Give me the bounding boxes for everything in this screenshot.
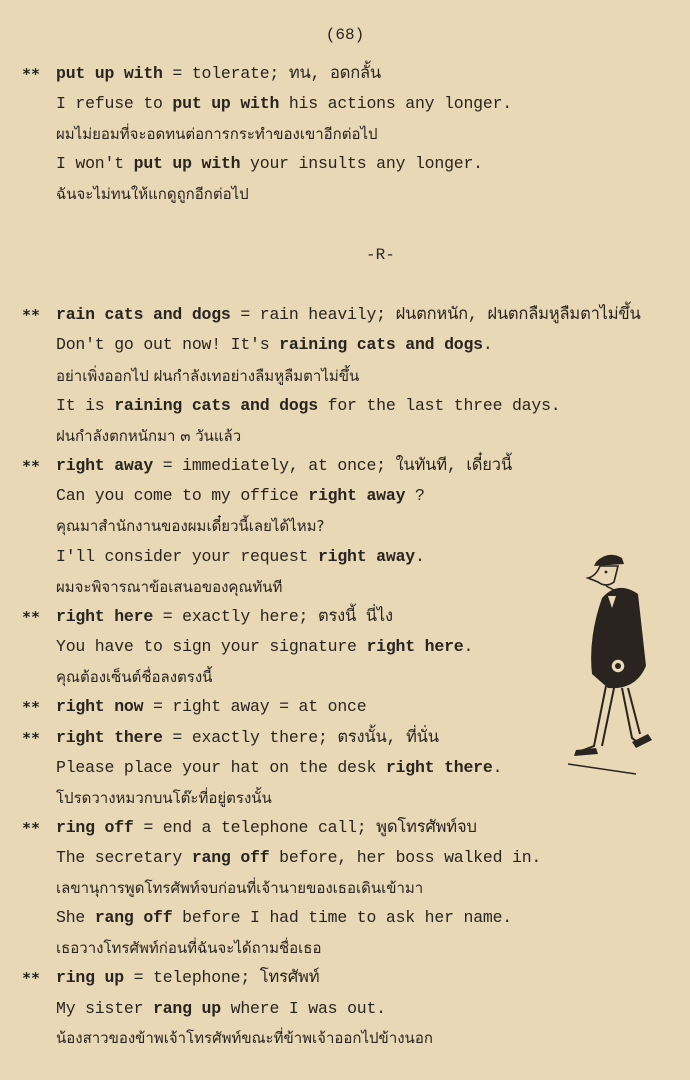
entry-marker: ** <box>22 969 41 987</box>
sentence-text: She <box>56 908 95 927</box>
man-walking-illustration <box>566 548 666 780</box>
sentence-text: โปรดวางหมวกบนโต๊ะที่อยู่ตรงนั้น <box>56 789 272 807</box>
example-sentence <box>56 908 512 928</box>
highlighted-idiom: right away <box>308 486 406 505</box>
sentence-text: your insults any longer. <box>240 154 483 173</box>
example-sentence <box>56 758 502 778</box>
thai-translation <box>56 878 423 898</box>
section-heading: -R- <box>366 246 395 264</box>
thai-translation <box>56 667 212 687</box>
highlighted-idiom: put up with <box>172 94 280 113</box>
idiom-term: put up with <box>56 64 163 83</box>
idiom-definition: = telephone; โทรศัพท์ <box>123 968 320 987</box>
highlighted-idiom: raining cats and dogs <box>279 335 483 354</box>
entry-headword-line <box>56 968 319 988</box>
highlighted-idiom: put up with <box>133 154 241 173</box>
sentence-text: before I had time to ask her name. <box>172 908 512 927</box>
sentence-text: . <box>492 758 503 777</box>
sentence-text: น้องสาวของข้าพเจ้าโทรศัพท์ขณะที่ข้าพเจ้าออกไปข้างนอก <box>56 1029 433 1047</box>
entry-marker: ** <box>22 729 41 747</box>
sentence-text: for the last three days. <box>317 396 561 415</box>
sentence-text: You have to sign your signature <box>56 637 367 656</box>
idiom-term: right away <box>56 456 154 475</box>
idiom-definition: = rain heavily; ฝนตกหนัก, ฝนตกลืมหูลืมตาไม่ขึ้น <box>230 305 641 324</box>
example-sentence <box>56 547 425 567</box>
sentence-text: It is <box>56 396 115 415</box>
idiom-term: rain cats and dogs <box>56 305 231 324</box>
sentence-text: คุณมาสำนักงานของผมเดี๋ยวนี้เลยได้ไหม? <box>56 517 325 535</box>
sentence-text: Don't go out now! It's <box>56 335 280 354</box>
sentence-text: My sister <box>56 999 154 1018</box>
entry-marker: ** <box>22 65 41 83</box>
thai-translation <box>56 516 324 536</box>
sentence-text: I'll consider your request <box>56 547 318 566</box>
idiom-term: ring off <box>56 818 134 837</box>
idiom-definition: = right away = at once <box>143 697 367 716</box>
sentence-text: his actions any longer. <box>279 94 512 113</box>
idiom-term: ring up <box>56 968 124 987</box>
entry-headword-line <box>56 456 512 476</box>
idiom-definition: = exactly here; ตรงนี้ นี่ไง <box>153 607 393 626</box>
thai-translation <box>56 1028 433 1048</box>
sentence-text: เธอวางโทรศัพท์ก่อนที่ฉันจะได้ถามชื่อเธอ <box>56 939 322 957</box>
sentence-text: อย่าเพิ่งออกไป ฝนกำลังเทอย่างลืมหูลืมตาไม่ขึ้น <box>56 367 360 385</box>
idiom-definition: = end a telephone call; พูดโทรศัพท์จบ <box>133 818 477 837</box>
sentence-text: คุณต้องเซ็นต์ชื่อลงตรงนี้ <box>56 668 213 686</box>
entry-marker: ** <box>22 608 41 626</box>
sentence-text: I won't <box>56 154 134 173</box>
example-sentence <box>56 637 473 657</box>
highlighted-idiom: right here <box>366 637 464 656</box>
sentence-text: เลขานุการพูดโทรศัพท์จบก่อนที่เจ้านายของเธอเดินเข้ามา <box>56 879 424 897</box>
highlighted-idiom: right there <box>385 758 493 777</box>
example-sentence <box>56 396 561 416</box>
example-sentence <box>56 335 493 355</box>
idiom-term: right now <box>56 697 144 716</box>
sentence-text: I refuse to <box>56 94 173 113</box>
sentence-text: ? <box>405 486 425 505</box>
idiom-definition: = tolerate; ทน, อดกลั้น <box>162 64 382 83</box>
sentence-text: . <box>482 335 493 354</box>
entry-marker: ** <box>22 457 41 475</box>
entry-headword-line <box>56 64 381 84</box>
sentence-text: Please place your hat on the desk <box>56 758 386 777</box>
page-number: (68) <box>325 26 365 44</box>
thai-translation <box>56 938 321 958</box>
entry-marker: ** <box>22 306 41 324</box>
entry-marker: ** <box>22 698 41 716</box>
entry-headword-line <box>56 305 641 325</box>
thai-translation <box>56 426 241 446</box>
highlighted-idiom: rang off <box>94 908 173 927</box>
sentence-text: The secretary <box>56 848 192 867</box>
highlighted-idiom: rang off <box>191 848 270 867</box>
example-sentence <box>56 94 512 114</box>
sentence-text: ฉันจะไม่ทนให้แกดูถูกอีกต่อไป <box>56 185 249 203</box>
entry-headword-line <box>56 607 393 627</box>
entry-headword-line <box>56 818 477 838</box>
idiom-term: right here <box>56 607 154 626</box>
highlighted-idiom: raining cats and dogs <box>114 396 318 415</box>
thai-translation <box>56 366 359 386</box>
entry-headword-line <box>56 728 439 748</box>
sentence-text: . <box>463 637 474 656</box>
example-sentence <box>56 154 483 174</box>
thai-translation <box>56 788 272 808</box>
sentence-text: Can you come to my office <box>56 486 309 505</box>
sentence-text: before, her boss walked in. <box>269 848 542 867</box>
sentence-text: ผมจะพิจารณาข้อเสนอของคุณทันที <box>56 578 283 596</box>
sentence-text: . <box>414 547 425 566</box>
example-sentence <box>56 486 425 506</box>
example-sentence <box>56 999 386 1019</box>
sentence-text: ฝนกำลังตกหนักมา ๓ วันแล้ว <box>56 427 242 445</box>
entry-marker: ** <box>22 819 41 837</box>
thai-translation <box>56 124 378 144</box>
idiom-term: right there <box>56 728 163 747</box>
thai-translation <box>56 577 282 597</box>
idiom-definition: = immediately, at once; ในทันที, เดี๋ยวนี้ <box>153 456 512 475</box>
entry-headword-line <box>56 697 366 717</box>
sentence-text: ผมไม่ยอมที่จะอดทนต่อการกระทำของเขาอีกต่อไป <box>56 125 378 143</box>
sentence-text: where I was out. <box>220 999 386 1018</box>
highlighted-idiom: right away <box>317 547 415 566</box>
highlighted-idiom: rang up <box>153 999 221 1018</box>
thai-translation <box>56 184 249 204</box>
example-sentence <box>56 848 541 868</box>
idiom-definition: = exactly there; ตรงนั้น, ที่นั่น <box>162 728 439 747</box>
